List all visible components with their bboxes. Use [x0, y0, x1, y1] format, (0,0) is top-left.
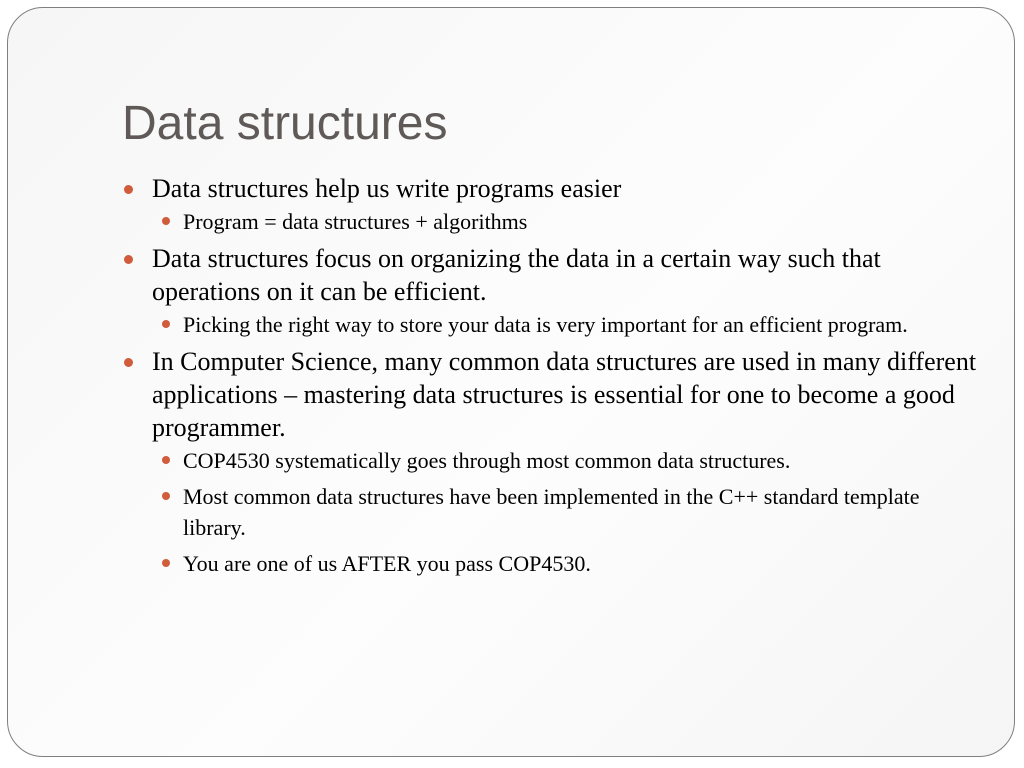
bullet-item — [122, 242, 982, 308]
bullet-text: Data structures help us write programs easier — [152, 174, 622, 203]
slide-title: Data structures — [122, 97, 448, 150]
sub-bullet-dot-icon — [162, 217, 170, 225]
sub-bullet-dot-icon — [162, 320, 170, 328]
bullet-dot-icon — [124, 185, 133, 194]
sub-bullet-item — [122, 548, 982, 579]
sub-bullet-item — [122, 309, 982, 340]
sub-bullet-item — [122, 206, 982, 237]
sub-bullet-list — [122, 445, 982, 579]
sub-bullet-text: Most common data structures have been implemented in the C++ standard template library. — [183, 484, 920, 540]
sub-bullet-text: You are one of us AFTER you pass COP4530. — [183, 551, 591, 576]
bullet-item — [122, 172, 982, 205]
bullet-item — [122, 345, 982, 444]
sub-bullet-text: COP4530 systematically goes through most common data structures. — [183, 448, 791, 473]
sub-bullet-text: Program = data structures + algorithms — [183, 209, 528, 234]
sub-bullet-dot-icon — [162, 559, 170, 567]
sub-bullet-list — [122, 206, 982, 237]
sub-bullet-item — [122, 445, 982, 476]
bullet-text: In Computer Science, many common data structures are used in many different applications – mastering data structures is essential for one to become a good programmer. — [152, 347, 977, 442]
bullet-text: Data structures focus on organizing the data in a certain way such that operations on it can be efficient. — [152, 244, 881, 306]
sub-bullet-item — [122, 481, 982, 543]
bullet-dot-icon — [124, 255, 133, 264]
sub-bullet-dot-icon — [162, 492, 170, 500]
sub-bullet-dot-icon — [162, 456, 170, 464]
sub-bullet-text: Picking the right way to store your data is very important for an efficient program. — [183, 312, 908, 337]
sub-bullet-list — [122, 309, 982, 340]
slide-content — [122, 172, 982, 584]
bullet-dot-icon — [124, 358, 133, 367]
slide — [7, 7, 1015, 757]
